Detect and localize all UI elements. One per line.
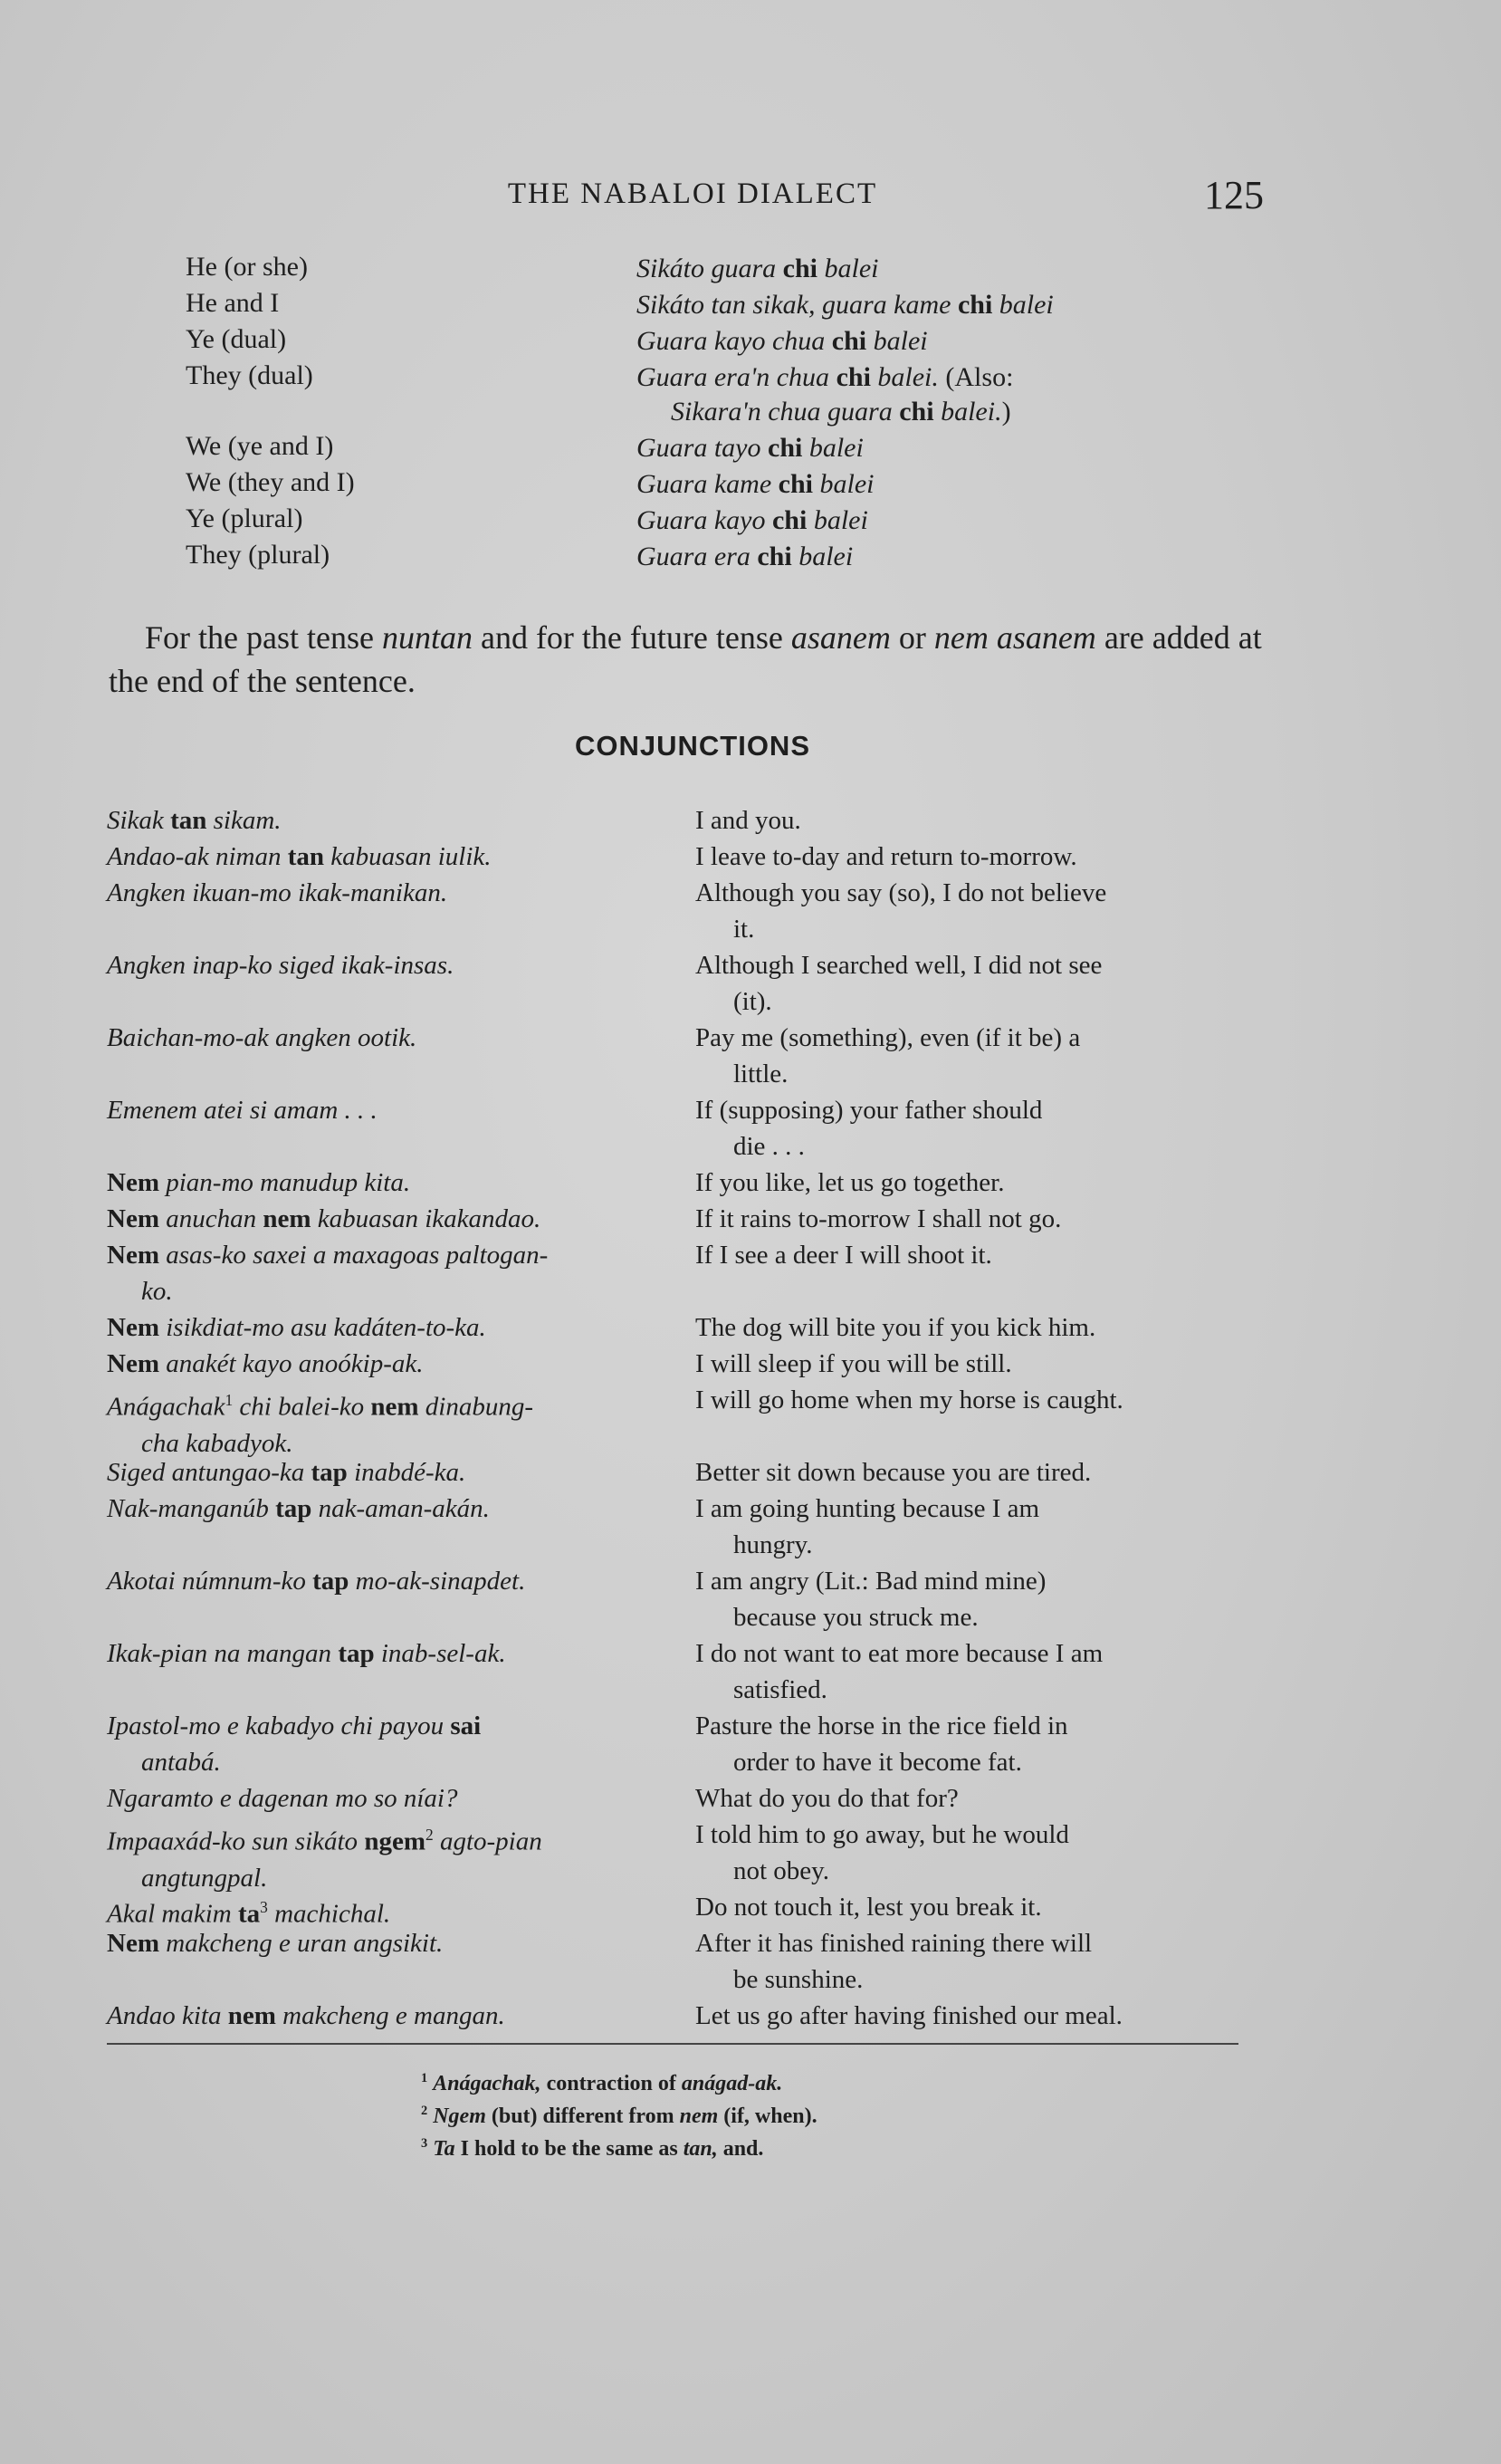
- paragraph-text: For the past tense: [145, 619, 382, 656]
- conjunction-word: ngem: [358, 1826, 425, 1856]
- conjunction-english: [695, 1346, 1261, 1382]
- paragraph-text: are added at the end of the sentence.: [109, 619, 1262, 699]
- nabaloi-text: Sikak: [107, 806, 164, 835]
- footnote-term: Anágachak,: [433, 2072, 541, 2095]
- conjunction-row: [0, 1346, 1501, 1382]
- english-line: die . . .: [733, 1132, 805, 1161]
- conjunction-row: [0, 839, 1501, 875]
- conjunction-row: [0, 1165, 1501, 1201]
- pronoun-row: [0, 431, 1501, 467]
- footnote-text: and.: [717, 2137, 764, 2161]
- english-line: Pasture the horse in the rice field in: [695, 1711, 1068, 1740]
- nabaloi-text: inab-sel-ak.: [380, 1639, 506, 1668]
- nabaloi-text: Andao kita: [107, 2001, 222, 2030]
- nabaloi-text: Andao-ak niman: [107, 842, 282, 871]
- conjunction-english: [695, 1382, 1261, 1418]
- conjunction-nabaloi: [107, 839, 668, 875]
- footnote: [421, 2065, 1236, 2097]
- conjunction-row: [0, 1382, 1501, 1458]
- conjunction-row: [0, 1020, 1501, 1092]
- english-line: Do not touch it, lest you break it.: [695, 1893, 1042, 1922]
- pronoun-english: Ye (plural): [186, 503, 303, 533]
- paragraph-text: and for the future tense: [472, 619, 791, 656]
- nabaloi-text: balei.: [870, 362, 939, 392]
- conjunction-english: [695, 1998, 1261, 2034]
- pronoun-nabaloi: [636, 288, 1216, 322]
- nabaloi-text: isikdiat-mo asu kadáten-to-ka.: [166, 1313, 486, 1342]
- nabaloi-text: Akal makim: [107, 1899, 232, 1929]
- pronoun-nabaloi: [636, 540, 1216, 574]
- english-line: order to have it become fat.: [733, 1748, 1022, 1777]
- nabaloi-bold: chi: [899, 397, 934, 427]
- nabaloi-text: Guara tayo: [636, 433, 768, 463]
- conjunction-word: Nem: [107, 1349, 167, 1378]
- nabaloi-text: Guara kayo: [636, 505, 772, 535]
- conjunction-word: tap: [305, 1567, 356, 1596]
- conjunction-row: [0, 1998, 1501, 2034]
- conjunction-word: ta: [231, 1899, 261, 1929]
- nabaloi-text: balei: [807, 505, 868, 535]
- footnote-ref: 1: [225, 1391, 234, 1409]
- conjunction-row: [0, 947, 1501, 1020]
- english-line: What do you do that for?: [695, 1784, 959, 1813]
- footnote-mark: 1: [421, 2071, 428, 2085]
- pronoun-row: [0, 540, 1501, 576]
- pronoun-row: [0, 324, 1501, 360]
- nabaloi-text: Sikara'n chua guara: [671, 397, 900, 427]
- english-line: Although I searched well, I did not see: [695, 951, 1103, 980]
- pronoun-nabaloi: [636, 431, 1216, 465]
- nabaloi-text: Siged antungao-ka: [107, 1458, 305, 1487]
- english-line: Pay me (something), even (if it be) a: [695, 1023, 1081, 1052]
- conjunction-word: Nem: [107, 1168, 167, 1197]
- conjunction-word: nem: [256, 1204, 318, 1233]
- english-line: Better sit down because you are tired.: [695, 1458, 1092, 1487]
- english-line: I am angry (Lit.: Bad mind mine): [695, 1567, 1047, 1596]
- conjunction-nabaloi: [107, 1346, 668, 1382]
- conjunction-word: tap: [304, 1458, 355, 1487]
- nabaloi-text: balei: [866, 326, 928, 356]
- conjunction-row: [0, 1925, 1501, 1998]
- footnote-rule: [107, 2043, 1238, 2045]
- conjunction-row: [0, 875, 1501, 947]
- nabaloi-text: Guara kame: [636, 469, 779, 499]
- conjunction-word: tan: [163, 806, 214, 835]
- nabaloi-text: Akotai númnum-ko: [107, 1567, 306, 1596]
- pronoun-english: We (ye and I): [186, 431, 334, 461]
- pronoun-table: [0, 252, 1501, 576]
- conjunction-row: [0, 1201, 1501, 1237]
- paragraph-term: nuntan: [381, 619, 473, 656]
- pronoun-english: He and I: [186, 288, 280, 318]
- conjunction-english: [695, 1708, 1261, 1780]
- english-line: The dog will bite you if you kick him.: [695, 1313, 1096, 1342]
- paragraph-text: or: [890, 619, 934, 656]
- footnote: [421, 2130, 1236, 2162]
- conjunction-row: [0, 1817, 1501, 1893]
- nabaloi-text: agto-pian: [433, 1826, 542, 1856]
- nabaloi-text: Guara era'n chua: [636, 362, 837, 392]
- conjunction-english: [695, 1165, 1261, 1201]
- conjunction-row: [0, 1454, 1501, 1491]
- nabaloi-text: Angken inap-ko siged ikak-insas.: [107, 951, 454, 980]
- nabaloi-text: Ikak-pian na mangan: [107, 1639, 332, 1668]
- conjunction-english: [695, 1925, 1261, 1998]
- conjunction-english: [695, 1092, 1261, 1165]
- nabaloi-text: Anágachak: [107, 1392, 225, 1422]
- english-line: I told him to go away, but he would: [695, 1820, 1069, 1849]
- footnotes: [421, 2065, 1236, 2162]
- nabaloi-text: makcheng e mangan.: [282, 2001, 505, 2030]
- english-line: (it).: [733, 987, 772, 1016]
- footnote-text: (but) different from: [485, 2104, 680, 2128]
- nabaloi-text: pian-mo manudup kita.: [166, 1168, 411, 1197]
- conjunction-nabaloi: [107, 1998, 668, 2034]
- pronoun-row: [0, 288, 1501, 324]
- conjunction-english: [695, 1635, 1261, 1708]
- pronoun-nabaloi: [636, 360, 1216, 429]
- nabaloi-text: Guara kayo chua: [636, 326, 832, 356]
- pronoun-row: [0, 467, 1501, 503]
- conjunction-english: [695, 1780, 1261, 1817]
- conjunction-english: [695, 1237, 1261, 1273]
- footnote: [421, 2097, 1236, 2130]
- nabaloi-text: balei: [817, 254, 879, 283]
- conjunction-nabaloi: [107, 1817, 668, 1896]
- footnote-ref: 2: [425, 1826, 434, 1844]
- conjunction-nabaloi: [107, 1020, 668, 1056]
- english-line: I and you.: [695, 806, 801, 835]
- nabaloi-text: Ipastol-mo e kabadyo chi payou: [107, 1711, 445, 1740]
- nabaloi-bold: chi: [831, 326, 867, 356]
- nabaloi-bold: chi: [957, 290, 993, 320]
- conjunction-english: [695, 1201, 1261, 1237]
- conjunction-nabaloi: [107, 1382, 668, 1462]
- conjunction-row: [0, 1092, 1501, 1165]
- pronoun-nabaloi: [636, 467, 1216, 502]
- conjunction-word: tap: [268, 1494, 319, 1523]
- conjunction-nabaloi: [107, 1563, 668, 1599]
- footnote-mark: 3: [421, 2136, 428, 2151]
- conjunction-english: [695, 1889, 1261, 1925]
- footnote-term: tan,: [683, 2137, 718, 2161]
- conjunctions-table: [0, 802, 1501, 2034]
- footnote-mark: 2: [421, 2104, 428, 2118]
- nabaloi-text: Baichan-mo-ak angken ootik.: [107, 1023, 417, 1052]
- english-line: I will sleep if you will be still.: [695, 1349, 1012, 1378]
- pronoun-english: They (dual): [186, 360, 313, 390]
- conjunction-nabaloi: [107, 802, 668, 839]
- conjunction-word: tan: [281, 842, 331, 871]
- nabaloi-continuation: angtungpal.: [141, 1863, 268, 1893]
- english-line: Let us go after having finished our meal.: [695, 2001, 1123, 2030]
- english-line: not obey.: [733, 1856, 830, 1885]
- pronoun-english: Ye (dual): [186, 324, 287, 354]
- conjunction-nabaloi: [107, 1201, 668, 1237]
- nabaloi-text: anuchan: [166, 1204, 257, 1233]
- english-line: hungry.: [733, 1530, 813, 1559]
- english-line: satisfied.: [733, 1675, 827, 1704]
- conjunction-nabaloi: [107, 947, 668, 983]
- nabaloi-text: dinabung-: [425, 1392, 534, 1422]
- english-line: If I see a deer I will shoot it.: [695, 1241, 992, 1270]
- nabaloi-bold: chi: [771, 505, 808, 535]
- english-line: I do not want to eat more because I am: [695, 1639, 1104, 1668]
- conjunction-english: [695, 875, 1261, 947]
- footnote-text: I hold to be the same as: [454, 2137, 684, 2161]
- nabaloi-text: balei: [992, 290, 1054, 320]
- nabaloi-text: balei: [791, 542, 854, 571]
- conjunction-word: tap: [331, 1639, 381, 1668]
- pronoun-english: We (they and I): [186, 467, 355, 497]
- pronoun-nabaloi: [636, 503, 1216, 538]
- pronoun-nabaloi: [636, 252, 1216, 286]
- conjunction-nabaloi: [107, 1708, 668, 1780]
- conjunction-nabaloi: [107, 1925, 668, 1961]
- footnote-ref: 3: [260, 1898, 268, 1916]
- pronoun-nabaloi: [636, 324, 1216, 359]
- nabaloi-bold: chi: [768, 433, 803, 463]
- note-text: ): [1001, 397, 1011, 427]
- conjunction-english: [695, 839, 1261, 875]
- conjunction-nabaloi: [107, 1237, 668, 1309]
- nabaloi-bold: chi: [782, 254, 818, 283]
- conjunction-nabaloi: [107, 875, 668, 911]
- nabaloi-bold: chi: [836, 362, 871, 392]
- pronoun-row: [0, 503, 1501, 540]
- nabaloi-text: Sikáto guara: [636, 254, 783, 283]
- conjunction-nabaloi: [107, 1309, 668, 1346]
- nabaloi-text: Angken ikuan-mo ikak-manikan.: [107, 878, 448, 907]
- conjunction-word: Nem: [107, 1204, 167, 1233]
- conjunction-nabaloi: [107, 1635, 668, 1672]
- conjunction-word: sai: [444, 1711, 482, 1740]
- footnote-term: nem: [679, 2104, 719, 2128]
- pronoun-english: He (or she): [186, 252, 308, 282]
- nabaloi-text: machichal.: [267, 1899, 391, 1929]
- english-line: be sunshine.: [733, 1965, 864, 1994]
- pronoun-row: [0, 360, 1501, 431]
- nabaloi-bold: chi: [778, 469, 813, 499]
- conjunction-english: [695, 1563, 1261, 1635]
- nabaloi-text: asas-ko saxei a maxagoas paltogan-: [166, 1241, 549, 1270]
- nabaloi-text: balei: [802, 433, 864, 463]
- running-header: THE NABALOI DIALECT: [507, 177, 878, 210]
- section-heading: CONJUNCTIONS: [574, 730, 810, 762]
- nabaloi-text: Impaaxád-ko sun sikáto: [107, 1826, 359, 1856]
- nabaloi-text: Sikáto tan sikak, guara kame: [636, 290, 958, 320]
- conjunction-row: [0, 1889, 1501, 1929]
- english-line: I will go home when my horse is caught.: [695, 1385, 1123, 1414]
- page-number: 125: [1204, 173, 1264, 217]
- nabaloi-text: inabdé-ka.: [354, 1458, 466, 1487]
- conjunction-row: [0, 1708, 1501, 1780]
- nabaloi-continuation: [636, 395, 1216, 429]
- nabaloi-text: mo-ak-sinapdet.: [355, 1567, 526, 1596]
- note-text: (Also:: [938, 362, 1014, 392]
- footnote-term: anágad-ak.: [681, 2072, 783, 2095]
- english-line: Although you say (so), I do not believe: [695, 878, 1107, 907]
- english-line: If you like, let us go together.: [695, 1168, 1005, 1197]
- nabaloi-text: Nak-manganúb: [107, 1494, 269, 1523]
- english-line: If (supposing) your father should: [695, 1096, 1043, 1125]
- nabaloi-text: balei: [812, 469, 875, 499]
- nabaloi-text: makcheng e uran angsikit.: [166, 1929, 444, 1958]
- conjunction-english: [695, 1491, 1261, 1563]
- conjunction-word: nem: [364, 1392, 425, 1422]
- conjunction-nabaloi: [107, 1165, 668, 1201]
- nabaloi-bold: chi: [757, 542, 792, 571]
- english-line: because you struck me.: [733, 1603, 979, 1632]
- conjunction-row: [0, 1309, 1501, 1346]
- english-line: After it has finished raining there will: [695, 1929, 1093, 1958]
- conjunction-row: [0, 1635, 1501, 1708]
- nabaloi-text: Ngaramto e dagenan mo so níai?: [107, 1784, 458, 1813]
- conjunction-row: [0, 1491, 1501, 1563]
- nabaloi-text: Guara era: [636, 542, 758, 571]
- conjunction-row: [0, 1563, 1501, 1635]
- nabaloi-text: chi balei-ko: [233, 1392, 365, 1422]
- conjunction-nabaloi: [107, 1491, 668, 1527]
- conjunction-word: Nem: [107, 1929, 167, 1958]
- nabaloi-text: nak-aman-akán.: [318, 1494, 490, 1523]
- nabaloi-text: kabuasan iulik.: [330, 842, 492, 871]
- nabaloi-continuation: antabá.: [141, 1748, 221, 1777]
- english-line: If it rains to-morrow I shall not go.: [695, 1204, 1062, 1233]
- footnote-term: Ngem: [433, 2104, 486, 2128]
- conjunction-row: [0, 802, 1501, 839]
- footnote-text: contraction of: [540, 2072, 682, 2095]
- paragraph-term: asanem: [790, 619, 891, 656]
- english-line: little.: [733, 1059, 789, 1088]
- conjunction-word: Nem: [107, 1313, 167, 1342]
- nabaloi-text: Emenem atei si amam . . .: [107, 1096, 378, 1125]
- conjunction-english: [695, 1454, 1261, 1491]
- english-line: I am going hunting because I am: [695, 1494, 1040, 1523]
- conjunction-row: [0, 1780, 1501, 1817]
- nabaloi-text: anakét kayo anoókip-ak.: [166, 1349, 424, 1378]
- paragraph-term: nem asanem: [933, 619, 1096, 656]
- conjunction-english: [695, 1309, 1261, 1346]
- conjunction-row: [0, 1237, 1501, 1309]
- nabaloi-text: balei.: [933, 397, 1002, 427]
- conjunction-word: nem: [221, 2001, 283, 2030]
- conjunction-english: [695, 1817, 1261, 1889]
- conjunction-english: [695, 947, 1261, 1020]
- conjunction-english: [695, 802, 1261, 839]
- nabaloi-continuation: ko.: [141, 1277, 173, 1306]
- english-line: I leave to-day and return to-morrow.: [695, 842, 1077, 871]
- tense-paragraph: [109, 616, 1267, 703]
- conjunction-nabaloi: [107, 1780, 668, 1817]
- conjunction-nabaloi: [107, 1092, 668, 1128]
- conjunction-word: Nem: [107, 1241, 167, 1270]
- pronoun-row: [0, 252, 1501, 288]
- conjunction-english: [695, 1020, 1261, 1092]
- nabaloi-continuation: cha kabadyok.: [141, 1428, 293, 1458]
- footnote-text: (if, when).: [718, 2104, 817, 2128]
- nabaloi-text: sikam.: [213, 806, 282, 835]
- conjunction-nabaloi: [107, 1454, 668, 1491]
- footnote-term: Ta: [433, 2137, 455, 2161]
- pronoun-english: They (plural): [186, 540, 330, 570]
- english-line: it.: [733, 915, 755, 944]
- nabaloi-text: kabuasan ikakandao.: [317, 1204, 541, 1233]
